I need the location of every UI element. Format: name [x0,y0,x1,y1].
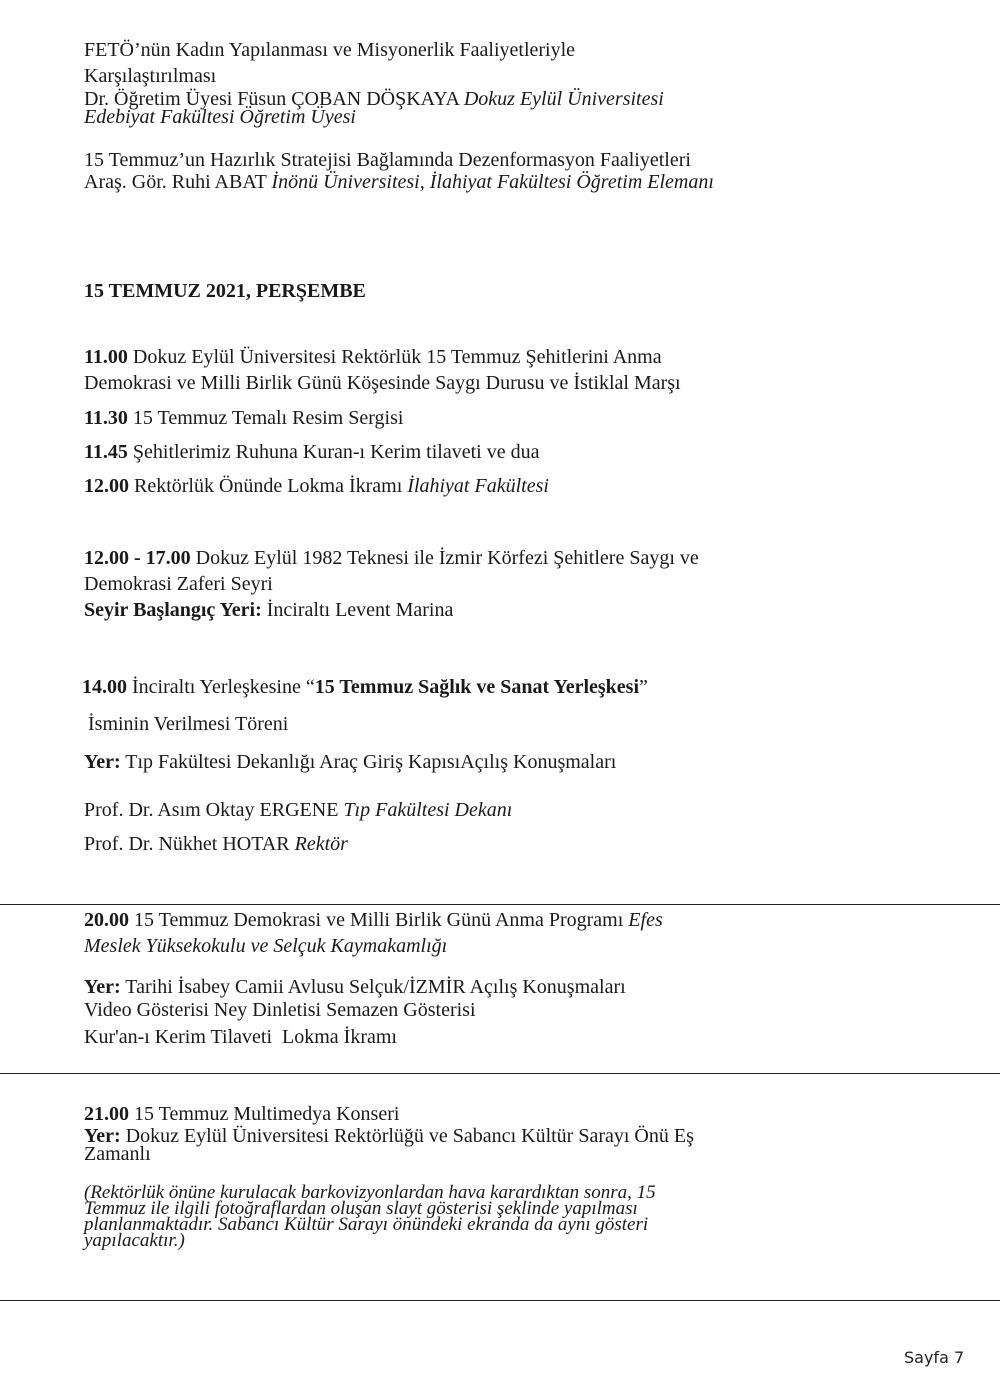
event-time: 21.00 [84,1103,129,1125]
day-heading: 15 TEMMUZ 2021, PERŞEMBE [84,280,366,302]
session-title-line-1: FETÖ’nün Kadın Yapılanması ve Misyonerlik Faaliyetleriyle [84,39,576,61]
event-14-00-line-2: İsminin Verilmesi Töreni [88,713,289,735]
session-title-line-2: Karşılaştırılması [84,65,217,87]
session-title: 15 Temmuz’un Hazırlık Stratejisi Bağlamında Dezenformasyon Faaliyetleri [84,149,691,171]
event-12-17-line-2: Demokrasi Zaferi Seyri [84,573,273,595]
speaker-affiliation: Dokuz Eylül Üniversitesi [463,88,664,110]
event-12-00: 12.00 Rektörlük Önünde Lokma İkramı İlahiyat Fakültesi [84,475,549,497]
section-divider [0,1073,1000,1074]
event-note-line-4: yapılacaktır.) [84,1230,185,1251]
event-14-00: 14.00 İnciraltı Yerleşkesine “15 Temmuz Sağlık ve Sanat Yerleşkesi” [82,676,648,698]
event-note-line-1: (Rektörlük önüne kurulacak barkovizyonlardan hava karardıktan sonra, 15 [84,1182,656,1203]
speaker-name: Araş. Gör. Ruhi ABAT [84,171,267,193]
event-21-00: 21.00 15 Temmuz Multimedya Konseri [84,1103,400,1125]
event-note-line-2: Temmuz ile ilgili fotoğraflardan oluşan slayt gösterisi şeklinde yapılması [84,1198,638,1219]
event-organizer-line-2: Meslek Yüksekokulu ve Selçuk Kaymakamlığı [84,935,448,957]
event-time: 11.00 [84,346,128,368]
event-place: Seyir Başlangıç Yeri: İnciraltı Levent Marina [84,599,454,621]
section-divider [0,904,1000,905]
event-time: 20.00 [84,909,129,931]
event-time: 11.45 [84,441,128,463]
event-11-30: 11.30 15 Temmuz Temalı Resim Sergisi [84,407,404,429]
event-note-line-3: planlanmaktadır. Sabancı Kültür Sarayı önündeki ekranda da aynı gösteri [84,1214,649,1235]
event-time: 14.00 [82,676,127,698]
event-program-line: Video Gösterisi Ney Dinletisi Semazen Gösterisi [84,999,476,1021]
event-20-00: 20.00 15 Temmuz Demokrasi ve Milli Birlik Günü Anma Programı Efes [84,909,663,931]
speaker-affiliation-line-2: Edebiyat Fakültesi Öğretim Üyesi [84,106,356,128]
event-12-17: 12.00 - 17.00 Dokuz Eylül 1982 Teknesi ile İzmir Körfezi Şehitlere Saygı ve [84,547,699,569]
event-time: 12.00 - 17.00 [84,547,191,569]
event-place: Yer: Tıp Fakültesi Dekanlığı Araç Giriş KapısıAçılış Konuşmaları [84,751,617,773]
event-place: Yer: Tarihi İsabey Camii Avlusu Selçuk/İZMİR Açılış Konuşmaları [84,976,626,998]
event-time: 11.30 [84,407,128,429]
event-place-line-2: Zamanlı [84,1143,151,1165]
speaker-1: Prof. Dr. Asım Oktay ERGENE Tıp Fakültesi Dekanı [84,799,513,821]
event-11-45: 11.45 Şehitlerimiz Ruhuna Kuran-ı Kerim tilaveti ve dua [84,441,540,463]
speaker-affiliation: İnönü Üniversitesi, İlahiyat Fakültesi Öğretim Elemanı [271,171,714,193]
session-speaker [84,172,714,192]
speaker-role: Rektör [294,833,348,855]
event-11-00: 11.00 Dokuz Eylül Üniversitesi Rektörlük 15 Temmuz Şehitlerini Anma [84,346,662,368]
event-program-line: Kur'an-ı Kerim Tilaveti Lokma İkramı [84,1026,397,1048]
event-organizer: Efes [628,909,663,931]
page-number: Sayfa 7 [904,1348,965,1367]
speaker-2: Prof. Dr. Nükhet HOTAR Rektör [84,833,348,855]
speaker-role: Tıp Fakültesi Dekanı [343,799,513,821]
event-organizer: İlahiyat Fakültesi [407,475,549,497]
event-11-00-line-2: Demokrasi ve Milli Birlik Günü Köşesinde Saygı Durusu ve İstiklal Marşı [84,372,681,394]
event-time: 12.00 [84,475,129,497]
section-divider [0,1300,1000,1301]
event-place: Yer: Dokuz Eylül Üniversitesi Rektörlüğü ve Sabancı Kültür Sarayı Önü Eş [84,1125,694,1147]
speaker-name: Dr. Öğretim Üyesi Füsun ÇOBAN DÖŞKAYA [84,88,459,110]
